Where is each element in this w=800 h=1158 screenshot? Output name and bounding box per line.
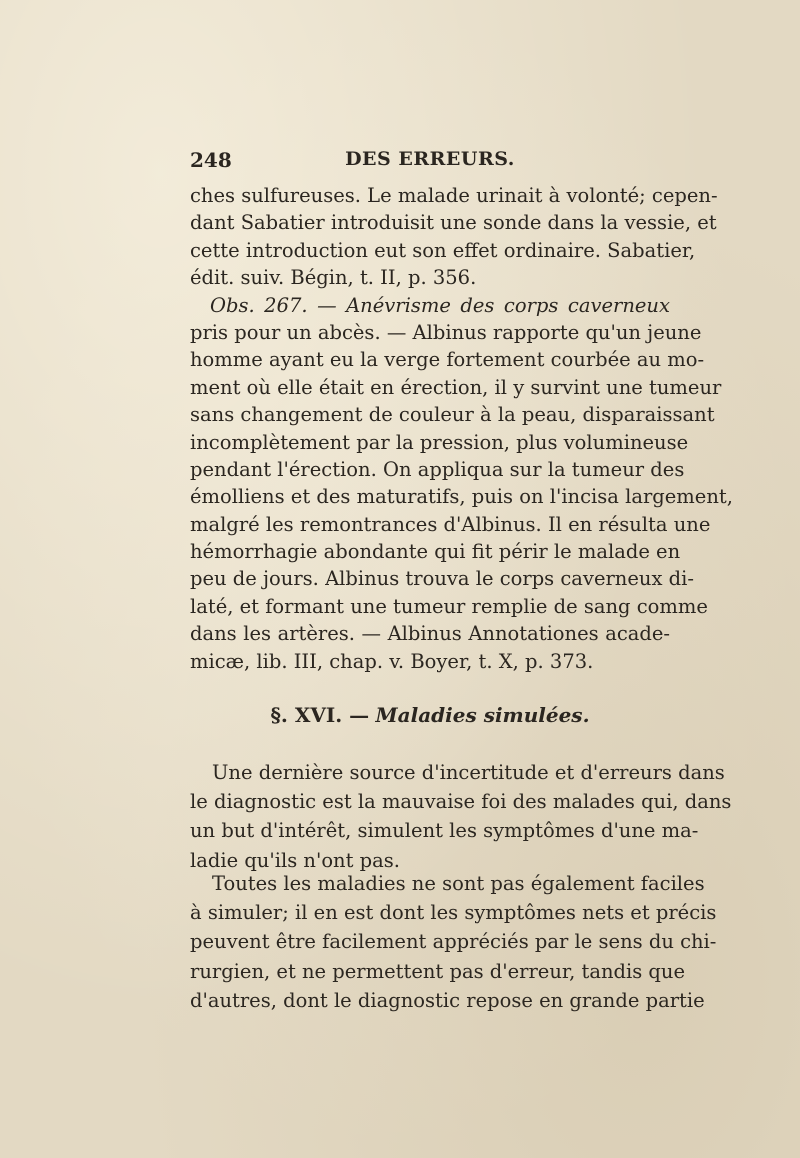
text-line: émolliens et des maturatifs, puis on l'incisa largement, — [190, 485, 733, 509]
text-line: Toutes les maladies ne sont pas également faciles — [212, 872, 705, 895]
text-line: peu de jours. Albinus trouva le corps caverneux di- — [190, 567, 694, 591]
text-line: d'autres, dont le diagnostic repose en grande partie — [190, 988, 705, 1012]
text-line: à simuler; il en est dont les symptômes nets et précis — [190, 901, 717, 925]
text-line: ches sulfureuses. Le malade urinait à volonté; cepen- — [190, 184, 718, 207]
paragraph-main — [190, 869, 717, 1015]
page-number: 248 — [190, 148, 232, 172]
text-line: incomplètement par la pression, plus volumineuse — [190, 430, 689, 454]
text-line: dant Sabatier introduisit une sonde dans la vessie, et — [190, 211, 717, 235]
observation-heading-line: Obs. 267. — Anévrisme des corps caverneux — [210, 293, 670, 317]
section-heading — [190, 700, 670, 730]
text-line: pendant l'érection. On appliqua sur la tumeur des — [190, 457, 685, 481]
section-number: §. XVI. — — [270, 703, 370, 727]
text-line: cette introduction eut son effet ordinaire. Sabatier, — [190, 238, 696, 262]
text-line: sans changement de couleur à la peau, disparaissant — [190, 403, 715, 427]
text-line: dans les artères. — Albinus Annotationes acade- — [190, 622, 670, 646]
text-line: micæ, lib. III, chap. v. Boyer, t. X, p. 373. — [190, 649, 594, 673]
text-line: homme ayant eu la verge fortement courbée au mo- — [190, 348, 705, 372]
text-line: laté, et formant une tumeur remplie de sang comme — [190, 594, 708, 618]
text-line: ment où elle était en érection, il y survint une tumeur — [190, 375, 722, 399]
text-line: Une dernière source d'incertitude et d'erreurs dans — [212, 761, 725, 784]
text-line: malgré les remontrances d'Albinus. Il en résulta une — [190, 512, 711, 536]
running-head: DES ERREURS. — [345, 148, 515, 170]
paragraph-continuation — [190, 182, 733, 675]
text-line: ladie qu'ils n'ont pas. — [190, 848, 400, 872]
text-line: édit. suiv. Bégin, t. II, p. 356. — [190, 266, 477, 290]
text-line: le diagnostic est la mauvaise foi des malades qui, dans — [190, 790, 732, 814]
text-line: peuvent être facilement appréciés par le sens du chi- — [190, 930, 717, 954]
section-title: Maladies simulées. — [375, 703, 590, 727]
paragraph-intro — [190, 758, 732, 875]
text-line: rurgien, et ne permettent pas d'erreur, tandis que — [190, 959, 686, 983]
text-line: pris pour un abcès. — Albinus rapporte qu'un jeune — [190, 320, 702, 344]
text-line: un but d'intérêt, simulent les symptômes d'une ma- — [190, 819, 699, 843]
text-line: hémorrhagie abondante qui fit périr le malade en — [190, 540, 681, 564]
page-header — [190, 148, 670, 178]
